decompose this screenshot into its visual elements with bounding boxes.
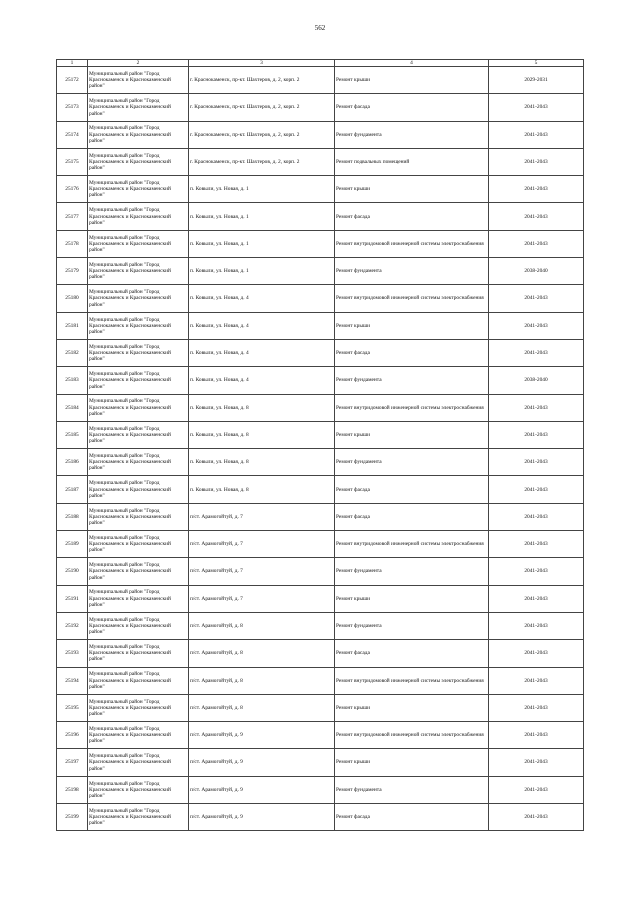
table-row <box>57 804 584 831</box>
table-row <box>57 722 584 749</box>
municipality-cell: Муниципальный район "Город Краснокаменск и Краснокаменский район" <box>88 285 189 312</box>
table-row <box>57 230 584 257</box>
period-cell: 2029-2031 <box>489 67 584 94</box>
table-row <box>57 148 584 175</box>
table-row <box>57 694 584 721</box>
address-cell: п/ст. Арамогойтуй, д. 8 <box>189 640 335 667</box>
table-row <box>57 640 584 667</box>
table-row <box>57 312 584 339</box>
work-type-cell: Ремонт крыши <box>335 585 489 612</box>
municipality-cell: Муниципальный район "Город Краснокаменск и Краснокаменский район" <box>88 394 189 421</box>
municipality-cell: Муниципальный район "Город Краснокаменск и Краснокаменский район" <box>88 722 189 749</box>
period-cell: 2041-2043 <box>489 476 584 503</box>
row-number-cell: 25183 <box>57 367 88 394</box>
table-row <box>57 339 584 366</box>
period-cell: 2041-2043 <box>489 694 584 721</box>
row-number-cell: 25172 <box>57 67 88 94</box>
municipality-cell: Муниципальный район "Город Краснокаменск и Краснокаменский район" <box>88 421 189 448</box>
period-cell: 2041-2043 <box>489 585 584 612</box>
table-row <box>57 667 584 694</box>
work-type-cell: Ремонт внутридомовой инженерной системы электроснабжения <box>335 230 489 257</box>
table-row <box>57 531 584 558</box>
row-number-cell: 25175 <box>57 148 88 175</box>
row-number-cell: 25178 <box>57 230 88 257</box>
row-number-cell: 25197 <box>57 749 88 776</box>
row-number-cell: 25173 <box>57 94 88 121</box>
header-cell-4: 4 <box>335 60 489 67</box>
work-type-cell: Ремонт фасада <box>335 94 489 121</box>
work-type-cell: Ремонт фасада <box>335 339 489 366</box>
municipality-cell: Муниципальный район "Город Краснокаменск и Краснокаменский район" <box>88 312 189 339</box>
period-cell: 2041-2043 <box>489 94 584 121</box>
work-type-cell: Ремонт фундамента <box>335 449 489 476</box>
row-number-cell: 25195 <box>57 694 88 721</box>
work-type-cell: Ремонт подвальных помещений <box>335 148 489 175</box>
header-cell-3: 3 <box>189 60 335 67</box>
period-cell: 2041-2043 <box>489 121 584 148</box>
municipality-cell: Муниципальный район "Город Краснокаменск и Краснокаменский район" <box>88 449 189 476</box>
table-row <box>57 285 584 312</box>
work-type-cell: Ремонт фундамента <box>335 258 489 285</box>
municipality-cell: Муниципальный район "Город Краснокаменск и Краснокаменский район" <box>88 612 189 639</box>
municipality-cell: Муниципальный район "Город Краснокаменск и Краснокаменский район" <box>88 640 189 667</box>
address-cell: г. Краснокаменск, пр-кт. Шахтеров, д. 2, корп. 2 <box>189 148 335 175</box>
period-cell: 2041-2043 <box>489 667 584 694</box>
table-row <box>57 476 584 503</box>
work-type-cell: Ремонт внутридомовой инженерной системы электроснабжения <box>335 394 489 421</box>
row-number-cell: 25191 <box>57 585 88 612</box>
period-cell: 2041-2043 <box>489 722 584 749</box>
address-cell: п/ст. Арамогойтуй, д. 7 <box>189 503 335 530</box>
table-body <box>57 60 584 831</box>
work-type-cell: Ремонт крыши <box>335 312 489 339</box>
address-cell: г. Краснокаменск, пр-кт. Шахтеров, д. 2, корп. 2 <box>189 67 335 94</box>
row-number-cell: 25177 <box>57 203 88 230</box>
row-number-cell: 25182 <box>57 339 88 366</box>
address-cell: п/ст. Арамогойтуй, д. 7 <box>189 558 335 585</box>
work-type-cell: Ремонт внутридомовой инженерной системы электроснабжения <box>335 531 489 558</box>
table-row <box>57 449 584 476</box>
table-row <box>57 94 584 121</box>
table-row <box>57 503 584 530</box>
municipality-cell: Муниципальный район "Город Краснокаменск и Краснокаменский район" <box>88 148 189 175</box>
work-type-cell: Ремонт фундамента <box>335 612 489 639</box>
row-number-cell: 25193 <box>57 640 88 667</box>
row-number-cell: 25190 <box>57 558 88 585</box>
address-cell: г. Краснокаменск, пр-кт. Шахтеров, д. 2, корп. 2 <box>189 94 335 121</box>
municipality-cell: Муниципальный район "Город Краснокаменск и Краснокаменский район" <box>88 667 189 694</box>
row-number-cell: 25181 <box>57 312 88 339</box>
work-type-cell: Ремонт фундамента <box>335 121 489 148</box>
work-type-cell: Ремонт крыши <box>335 67 489 94</box>
row-number-cell: 25179 <box>57 258 88 285</box>
municipality-cell: Муниципальный район "Город Краснокаменск и Краснокаменский район" <box>88 176 189 203</box>
address-cell: п/ст. Арамогойтуй, д. 9 <box>189 749 335 776</box>
municipality-cell: Муниципальный район "Город Краснокаменск и Краснокаменский район" <box>88 476 189 503</box>
table-row <box>57 394 584 421</box>
period-cell: 2041-2043 <box>489 285 584 312</box>
table-row <box>57 176 584 203</box>
row-number-cell: 25186 <box>57 449 88 476</box>
municipality-cell: Муниципальный район "Город Краснокаменск и Краснокаменский район" <box>88 203 189 230</box>
work-type-cell: Ремонт внутридомовой инженерной системы электроснабжения <box>335 667 489 694</box>
address-cell: п. Ковыли, ул. Новая, д. 1 <box>189 176 335 203</box>
address-cell: п/ст. Арамогойтуй, д. 9 <box>189 776 335 803</box>
municipality-cell: Муниципальный район "Город Краснокаменск и Краснокаменский район" <box>88 367 189 394</box>
work-type-cell: Ремонт фасада <box>335 203 489 230</box>
row-number-cell: 25189 <box>57 531 88 558</box>
period-cell: 2041-2043 <box>489 558 584 585</box>
municipality-cell: Муниципальный район "Город Краснокаменск и Краснокаменский район" <box>88 503 189 530</box>
table-row <box>57 258 584 285</box>
row-number-cell: 25188 <box>57 503 88 530</box>
table-row <box>57 67 584 94</box>
address-cell: г. Краснокаменск, пр-кт. Шахтеров, д. 2, корп. 2 <box>189 121 335 148</box>
work-type-cell: Ремонт фундамента <box>335 367 489 394</box>
table-row <box>57 558 584 585</box>
period-cell: 2038-2040 <box>489 258 584 285</box>
municipality-cell: Муниципальный район "Город Краснокаменск и Краснокаменский район" <box>88 258 189 285</box>
municipality-cell: Муниципальный район "Город Краснокаменск и Краснокаменский район" <box>88 776 189 803</box>
row-number-cell: 25192 <box>57 612 88 639</box>
address-cell: п/ст. Арамогойтуй, д. 8 <box>189 612 335 639</box>
row-number-cell: 25184 <box>57 394 88 421</box>
address-cell: п/ст. Арамогойтуй, д. 8 <box>189 694 335 721</box>
municipality-cell: Муниципальный район "Город Краснокаменск и Краснокаменский район" <box>88 694 189 721</box>
work-type-cell: Ремонт крыши <box>335 694 489 721</box>
municipality-cell: Муниципальный район "Город Краснокаменск и Краснокаменский район" <box>88 67 189 94</box>
period-cell: 2041-2043 <box>489 312 584 339</box>
header-cell-5: 5 <box>489 60 584 67</box>
work-type-cell: Ремонт фасада <box>335 503 489 530</box>
period-cell: 2041-2043 <box>489 449 584 476</box>
address-cell: п/ст. Арамогойтуй, д. 7 <box>189 585 335 612</box>
header-row <box>57 60 584 67</box>
municipality-cell: Муниципальный район "Город Краснокаменск и Краснокаменский район" <box>88 94 189 121</box>
work-type-cell: Ремонт фасада <box>335 804 489 831</box>
table-row <box>57 203 584 230</box>
municipality-cell: Муниципальный район "Город Краснокаменск и Краснокаменский район" <box>88 804 189 831</box>
period-cell: 2038-2040 <box>489 367 584 394</box>
address-cell: п/ст. Арамогойтуй, д. 9 <box>189 722 335 749</box>
period-cell: 2041-2043 <box>489 148 584 175</box>
address-cell: п. Ковыли, ул. Новая, д. 1 <box>189 203 335 230</box>
municipality-cell: Муниципальный район "Город Краснокаменск и Краснокаменский район" <box>88 749 189 776</box>
header-cell-1: 1 <box>57 60 88 67</box>
address-cell: п. Ковыли, ул. Новая, д. 4 <box>189 285 335 312</box>
address-cell: п/ст. Арамогойтуй, д. 8 <box>189 667 335 694</box>
municipality-cell: Муниципальный район "Город Краснокаменск и Краснокаменский район" <box>88 339 189 366</box>
work-type-cell: Ремонт фасада <box>335 476 489 503</box>
work-type-cell: Ремонт крыши <box>335 176 489 203</box>
address-cell: п. Ковыли, ул. Новая, д. 8 <box>189 421 335 448</box>
table-row <box>57 121 584 148</box>
period-cell: 2041-2043 <box>489 203 584 230</box>
period-cell: 2041-2043 <box>489 339 584 366</box>
municipality-cell: Муниципальный район "Город Краснокаменск и Краснокаменский район" <box>88 558 189 585</box>
address-cell: п. Ковыли, ул. Новая, д. 8 <box>189 476 335 503</box>
row-number-cell: 25174 <box>57 121 88 148</box>
row-number-cell: 25187 <box>57 476 88 503</box>
header-cell-2: 2 <box>88 60 189 67</box>
period-cell: 2041-2043 <box>489 612 584 639</box>
table-row <box>57 585 584 612</box>
period-cell: 2041-2043 <box>489 230 584 257</box>
work-type-cell: Ремонт крыши <box>335 749 489 776</box>
period-cell: 2041-2043 <box>489 421 584 448</box>
address-cell: п. Ковыли, ул. Новая, д. 4 <box>189 312 335 339</box>
period-cell: 2041-2043 <box>489 531 584 558</box>
municipality-cell: Муниципальный район "Город Краснокаменск и Краснокаменский район" <box>88 230 189 257</box>
work-type-cell: Ремонт фундамента <box>335 558 489 585</box>
work-type-cell: Ремонт крыши <box>335 421 489 448</box>
registry-table <box>56 59 584 831</box>
table-row <box>57 749 584 776</box>
row-number-cell: 25198 <box>57 776 88 803</box>
page-number: 562 <box>314 24 326 32</box>
address-cell: п. Ковыли, ул. Новая, д. 4 <box>189 339 335 366</box>
address-cell: п/ст. Арамогойтуй, д. 9 <box>189 804 335 831</box>
period-cell: 2041-2043 <box>489 776 584 803</box>
municipality-cell: Муниципальный район "Город Краснокаменск и Краснокаменский район" <box>88 531 189 558</box>
municipality-cell: Муниципальный район "Город Краснокаменск и Краснокаменский район" <box>88 121 189 148</box>
work-type-cell: Ремонт внутридомовой инженерной системы электроснабжения <box>335 285 489 312</box>
work-type-cell: Ремонт фундамента <box>335 776 489 803</box>
table-row <box>57 612 584 639</box>
period-cell: 2041-2043 <box>489 394 584 421</box>
address-cell: п. Ковыли, ул. Новая, д. 8 <box>189 394 335 421</box>
address-cell: п. Ковыли, ул. Новая, д. 4 <box>189 367 335 394</box>
address-cell: п/ст. Арамогойтуй, д. 7 <box>189 531 335 558</box>
row-number-cell: 25199 <box>57 804 88 831</box>
row-number-cell: 25196 <box>57 722 88 749</box>
period-cell: 2041-2043 <box>489 503 584 530</box>
address-cell: п. Ковыли, ул. Новая, д. 8 <box>189 449 335 476</box>
work-type-cell: Ремонт фасада <box>335 640 489 667</box>
address-cell: п. Ковыли, ул. Новая, д. 1 <box>189 230 335 257</box>
row-number-cell: 25194 <box>57 667 88 694</box>
address-cell: п. Ковыли, ул. Новая, д. 1 <box>189 258 335 285</box>
table-row <box>57 776 584 803</box>
table-row <box>57 367 584 394</box>
row-number-cell: 25176 <box>57 176 88 203</box>
row-number-cell: 25180 <box>57 285 88 312</box>
row-number-cell: 25185 <box>57 421 88 448</box>
period-cell: 2041-2043 <box>489 749 584 776</box>
municipality-cell: Муниципальный район "Город Краснокаменск и Краснокаменский район" <box>88 585 189 612</box>
period-cell: 2041-2043 <box>489 640 584 667</box>
period-cell: 2041-2043 <box>489 804 584 831</box>
work-type-cell: Ремонт внутридомовой инженерной системы электроснабжения <box>335 722 489 749</box>
period-cell: 2041-2043 <box>489 176 584 203</box>
table-row <box>57 421 584 448</box>
